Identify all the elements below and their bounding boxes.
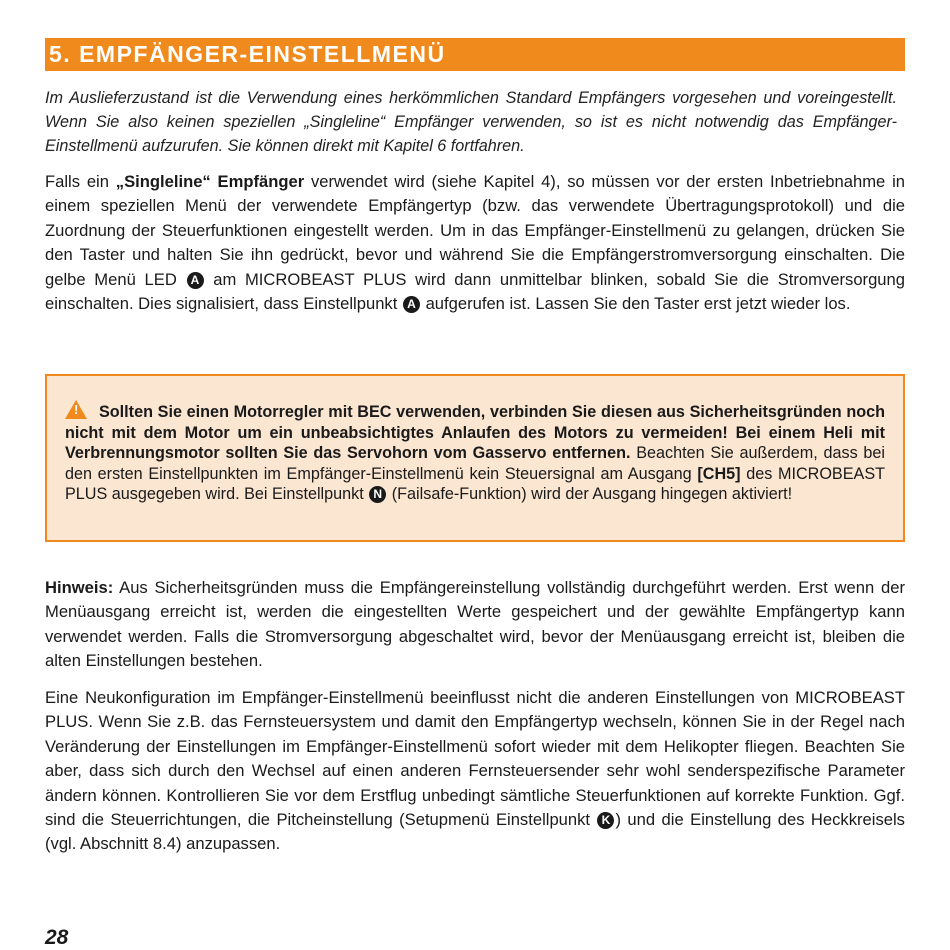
singleline-paragraph [45, 170, 905, 316]
channel-label: [CH5] [697, 464, 741, 483]
page-number: 28 [45, 926, 69, 949]
text: verwendet wird (siehe Kapitel 4), so müssen vor der ersten Inbetriebnahme in einem speziellen Menü der verwendete Empfängertyp (bzw. das verwendete Übertragungsprotokoll) und die Zuordnung der Steuerfunktionen eingestellt werden. Um in das Empfänger-Einstellmenü zu gelangen, drücken Sie den Taster und halten Sie ihn gedrückt, bevor und während Sie die Empfängerstromversorgung einschalten. Die gelbe Menü LED [45, 172, 905, 289]
warning-box [45, 374, 905, 542]
intro-paragraph: Im Auslieferzustand ist die Verwendung eines herkömmlichen Standard Empfängers vorgesehen und voreingestellt. Wenn Sie also keinen speziellen „Singleline“ Empfänger verwenden, so ist es nicht notwendig das Empfänger-Einstellmenü aufzurufen. Sie können direkt mit Kapitel 6 fortfahren. [45, 89, 897, 155]
bold-term: „Singleline“ Empfänger [115, 172, 305, 191]
warning-bold-text: Sollten Sie einen Motorregler mit BEC verwenden, verbinden Sie diesen aus Sicherheitsgründen noch nicht mit dem Motor um ein unbeabsichtigtes Anlaufen des Motors zu vermeiden! Bei einem Heli mit Verbrennungsmotor sollten Sie das Servohorn vom Gasservo entfernen. [65, 403, 885, 463]
step-n-badge-icon: N [369, 486, 386, 503]
step-a-badge-icon: A [187, 272, 204, 289]
warning-triangle-icon [65, 400, 87, 419]
text: am MICROBEAST PLUS wird dann unmittelbar blinken, sobald Sie die Stromversorgung einschalten. Dies signalisiert, dass Einstellpunkt [45, 269, 905, 314]
section-heading: 5. EMPFÄNGER-EINSTELLMENÜ [45, 38, 905, 71]
text: Eine Neukonfiguration im Empfänger-Einstellmenü beeinflusst nicht die anderen Einstellungen von MICROBEAST PLUS. Wenn Sie z.B. das Fernsteuersystem und damit den Empfängertyp wechseln, können Sie in der Regel nach Veränderung der Einstellungen im Empfänger-Einstellmenü sofort wieder mit dem Helikopter fliegen. Beachten Sie aber, dass sich durch den Wechsel auf einen anderen Fernsteuersender sehr wohl senderspezifische Parameter ändern können. Kontrollieren Sie vor dem Erstflug unbedingt sämtliche Steuerfunktionen auf korrekte Funktion. Ggf. sind die Steuerrichtungen, die Pitcheinstellung (Setupmenü Einstellpunkt [45, 688, 905, 830]
hinweis-label: Hinweis: [45, 578, 114, 597]
text: des MICROBEAST PLUS ausgegeben wird. Bei Einstellpunkt [65, 464, 886, 504]
text: aufgerufen ist. Lassen Sie den Taster erst jetzt wieder los. [420, 294, 851, 314]
text: Aus Sicherheitsgründen muss die Empfängereinstellung vollständig durchgeführt werden. Erst wenn der Menüausgang erreicht ist, werden die eingestellten Werte gespeichert und der gewählte Empfängertyp kann verwendet werden. Falls die Stromversorgung abgeschaltet wird, bevor der Menüausgang erreicht ist, bleiben die alten Einstellungen bestehen. [45, 578, 905, 671]
text: Beachten Sie außerdem, dass bei den ersten Einstellpunkten im Empfänger-Einstellmenü kein Steuersignal am Ausgang [65, 444, 885, 483]
step-a-badge-icon: A [403, 296, 420, 313]
reconfiguration-paragraph [45, 686, 905, 857]
step-k-badge-icon: K [597, 812, 614, 829]
text: (Failsafe-Funktion) wird der Ausgang hingegen aktiviert! [387, 485, 793, 504]
text: Falls ein [45, 172, 116, 191]
warning-glyph: ! [74, 402, 79, 417]
text: ) und die Einstellung des Heckkreisels (vgl. Abschnitt 8.4) anzupassen. [45, 810, 905, 854]
hinweis-paragraph [45, 576, 905, 674]
